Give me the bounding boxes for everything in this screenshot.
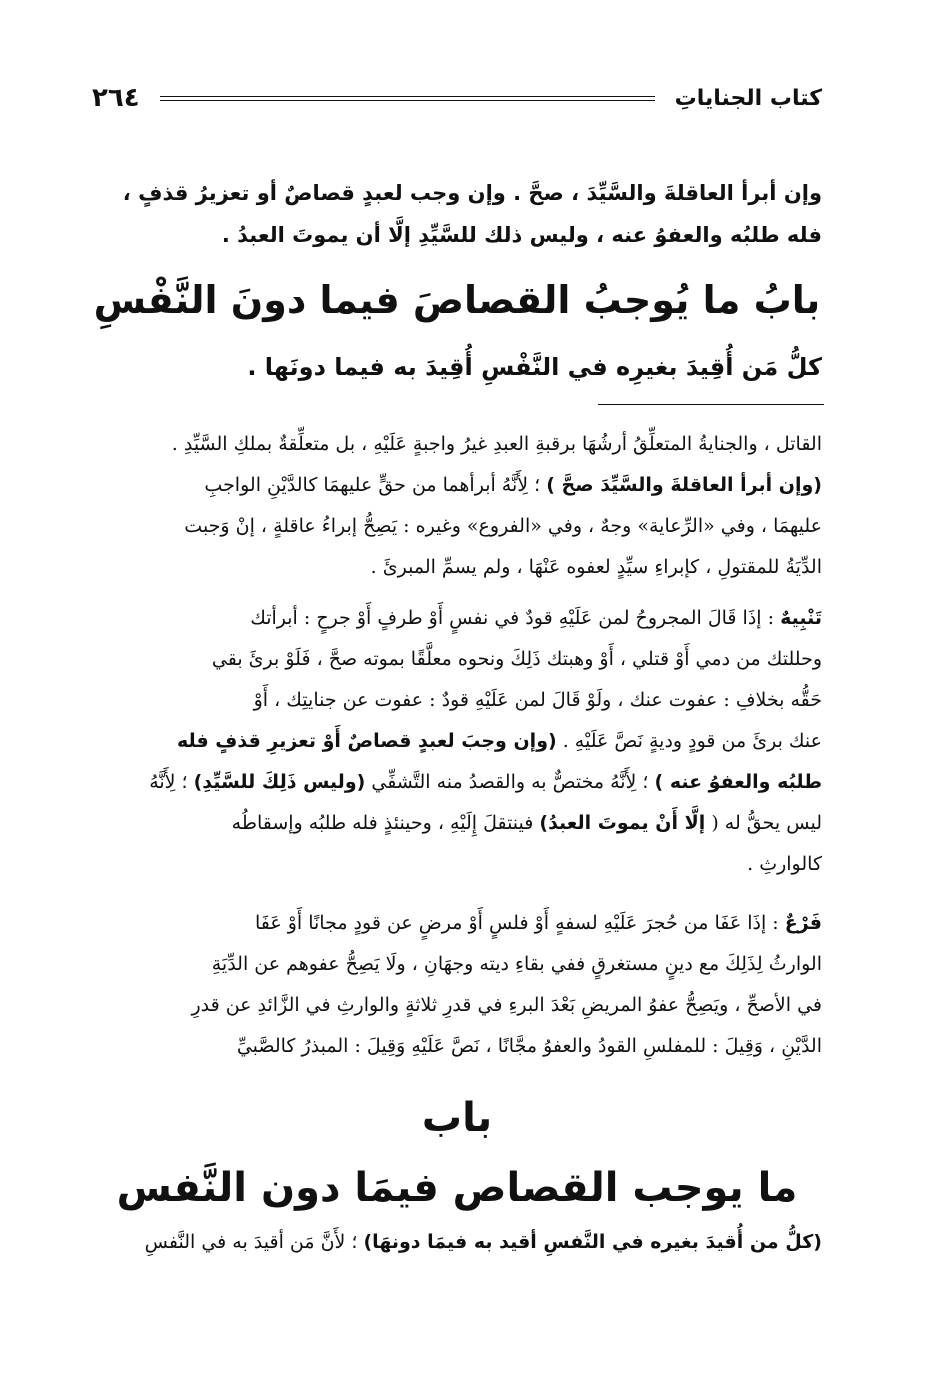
quoted-matn: (وإن وجبَ لعبدٍ قصاصٌ أَوْ تعزيرِ قذفٍ فله bbox=[176, 730, 557, 752]
commentary-text: : إذَا عَفَا من حُجرَ عَلَيْهِ لسفهٍ أَوْ فلسٍ أَوْ مرضٍ عن قودٍ مجانًا أَوْ عَفَا bbox=[254, 912, 785, 934]
commentary-line bbox=[92, 1222, 822, 1263]
chapter-title: بابُ ما يُوجبُ القصاصَ فيما دونَ النَّفْسِ bbox=[93, 278, 821, 322]
quoted-matn: (وإن أبرأ العاقلةَ والسَّيِّدَ صحَّ ) bbox=[546, 474, 822, 496]
note-heading: فَرْعٌ bbox=[784, 912, 822, 934]
commentary-paragraph bbox=[92, 1222, 822, 1263]
commentary-text: ؛ لِأَنَّهُ أبرأهما من حقٍّ عليهمَا كالدَّيْنِ الواجبِ bbox=[204, 474, 547, 496]
quoted-matn: طلبُه والعفوُ عنه ) bbox=[654, 771, 822, 793]
commentary-line: الوارثُ لِذَلِكَ مع دينٍ مستغرقٍ ففي بقاءِ ديته وجهَانِ ، ولَا يَصِحُّ عفوهم عن الدِّيَةِ bbox=[211, 953, 822, 975]
commentary-paragraph bbox=[92, 598, 822, 885]
quoted-matn: (وليس ذَلِكَ للسَّيِّدِ) bbox=[193, 771, 366, 793]
commentary-line: الدَّيْنِ ، وَقِيلَ : للمفلسِ القودُ والعفوُ مجَّانًا ، نَصَّ عَلَيْهِ وَقِيلَ : المبذرُ كالصَّبيِّ bbox=[236, 1035, 822, 1057]
commentary-line bbox=[92, 721, 822, 762]
chapter-rule-text: كلُّ مَن أُقِيدَ بغيرِه في النَّفْسِ أُقِيدَ به فيما دونَها . bbox=[247, 353, 822, 381]
commentary-line: كالوارثِ . bbox=[747, 853, 822, 875]
commentary-line bbox=[92, 598, 822, 639]
bab-title: ما يوجب القصاص فيمَا دون النَّفس bbox=[116, 1165, 798, 1211]
page-header bbox=[92, 78, 822, 118]
commentary-text: ؛ لأَنَّ مَن أقيدَ به في النَّفسِ bbox=[144, 1231, 364, 1253]
matn-intro bbox=[92, 172, 822, 256]
commentary-text: : إذَا قَالَ المجروحُ لمن عَلَيْهِ قودٌ في نفسٍ أَوْ طرفٍ أَوْ جرحٍ : أبرأتك bbox=[250, 607, 781, 629]
page-number: ٢٦٤ bbox=[92, 83, 140, 113]
commentary-line: عليهمَا ، وفي «الرِّعاية» وجهٌ ، وفي «الفروع» وغيره : يَصِحُّ إبراءُ عاقلةٍ ، إنْ وَجبت bbox=[184, 515, 822, 537]
commentary-paragraph bbox=[92, 424, 822, 588]
commentary-line bbox=[92, 803, 822, 844]
matn-line: فله طلبُه والعفوُ عنه ، وليس ذلك للسَّيِّدِ إلَّا أن يموتَ العبدُ . bbox=[221, 223, 822, 247]
commentary-line bbox=[92, 465, 822, 506]
commentary-line bbox=[92, 762, 822, 803]
note-heading: تَنْبِيهٌ bbox=[780, 607, 822, 629]
quoted-matn: إلَّا أَنْ يموتَ العبدُ) bbox=[539, 812, 706, 834]
quoted-matn: (كلُّ من أُقيدَ بغيره في النَّفسِ أقيد به فيمَا دونهَا) bbox=[363, 1231, 822, 1253]
commentary-line: وحللتك من دمي أَوْ قتلي ، أَوْ وهبتك ذَلِكَ ونحوه معلَّقًا بموته صحَّ ، فَلَوْ برئَ بقي bbox=[211, 648, 822, 670]
running-title: كتاب الجناياتِ bbox=[674, 85, 822, 111]
matn-line: وإن أبرأ العاقلةَ والسَّيِّدَ ، صحَّ . وإن وجب لعبدٍ قصاصٌ أو تعزيرُ قذفٍ ، bbox=[122, 181, 822, 205]
commentary-text: عنك برئَ من قودٍ وديةٍ نَصَّ عَلَيْهِ . bbox=[556, 730, 822, 752]
commentary-paragraph bbox=[92, 903, 822, 1067]
commentary-line bbox=[92, 903, 822, 944]
commentary-line: حَقُّه بخلافِ : عفوت عنك ، ولَوْ قَالَ لمن عَلَيْهِ قودٌ : عفوت عن جنايتِك ، أَوْ bbox=[253, 689, 822, 711]
commentary-text: ؛ لِأَنَّهُ bbox=[149, 771, 194, 793]
commentary-text: ليس يحقُّ له ( bbox=[705, 812, 822, 834]
commentary-line: الدِّيَةُ للمقتولِ ، كإبراءِ سيِّدٍ لعفوه عَنْهَا ، ولم يسمِّ المبرئَ . bbox=[370, 556, 822, 578]
footnote-divider bbox=[598, 404, 824, 405]
commentary-line: القاتل ، والجنايةُ المتعلِّقُ أرشُهَا برقبةِ العبدِ غيرُ واجبةٍ عَلَيْهِ ، بل متعلِّقةٌ بملكِ السَّيِّدِ . bbox=[171, 433, 822, 455]
bab-label: باب bbox=[421, 1095, 493, 1141]
commentary-line: في الأصحِّ ، ويَصِحُّ عفوُ المريضِ بَعْدَ البرءِ في قدرِ ثلاثةٍ والوارثِ في الزَّائدِ عن قدرِ bbox=[191, 994, 822, 1016]
header-rule bbox=[160, 96, 655, 101]
commentary-text: فينتقلَ إِلَيْهِ ، وحينئذٍ فله طلبُه وإسقاطُه bbox=[231, 812, 540, 834]
commentary-text: ؛ لِأَنَّهُ مختصٌّ به والقصدُ منه التَّشفِّي bbox=[365, 771, 655, 793]
